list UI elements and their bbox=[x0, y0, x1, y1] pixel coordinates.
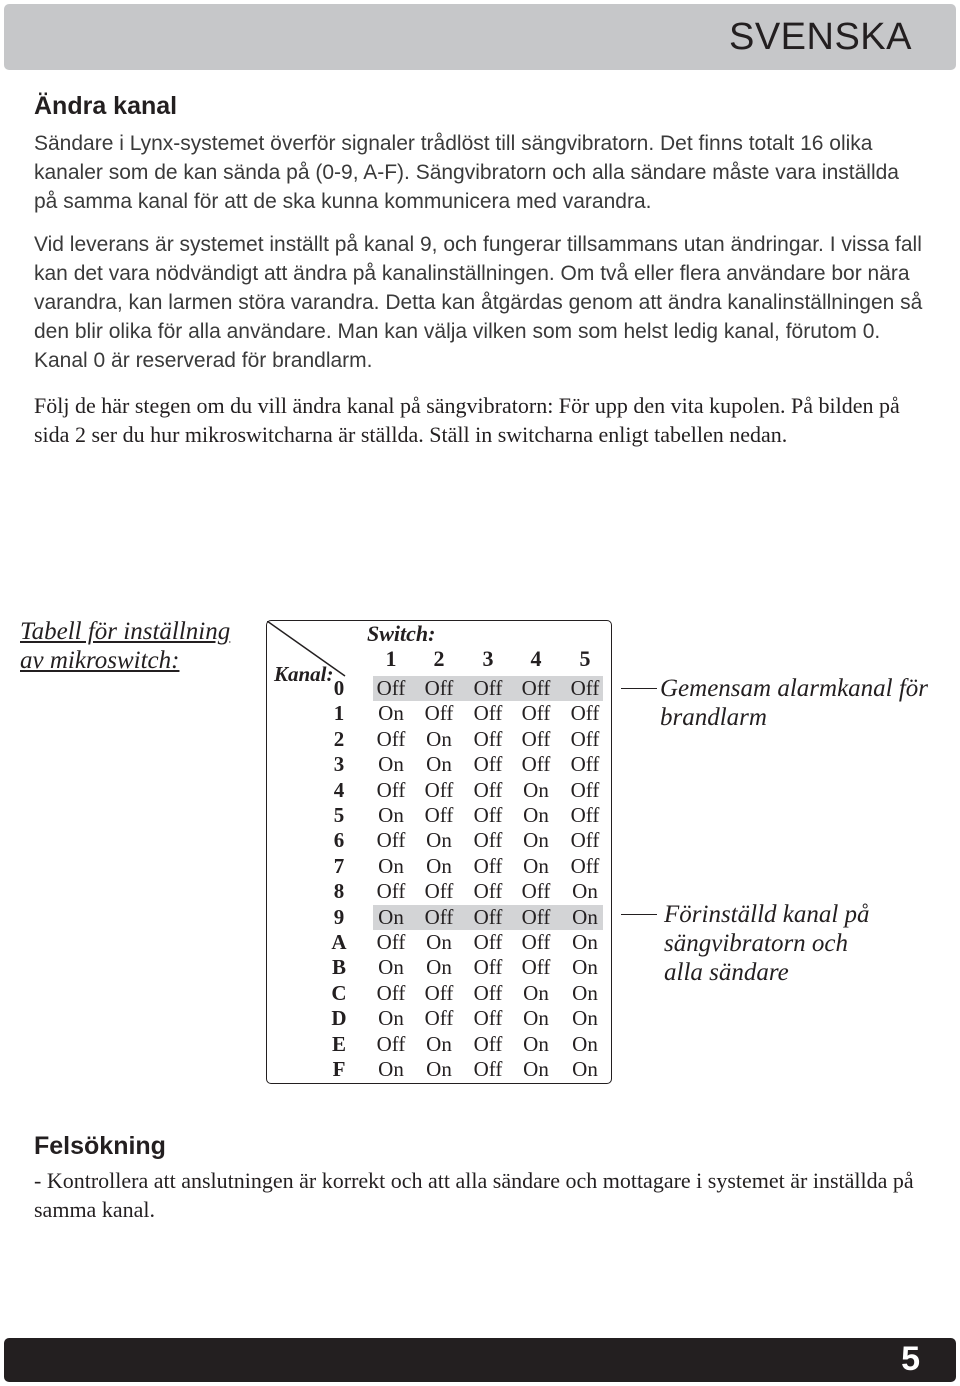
table-row bbox=[267, 981, 613, 1006]
switch-state-cell: Off bbox=[473, 676, 503, 700]
switch-state-cell: Off bbox=[570, 676, 600, 700]
table-row bbox=[267, 879, 613, 904]
switch-state-cell: Off bbox=[424, 803, 454, 827]
section-heading-troubleshooting: Felsökning bbox=[34, 1132, 166, 1160]
switch-state-cell: On bbox=[378, 904, 404, 929]
table-row bbox=[267, 803, 613, 828]
switch-state-cell: Off bbox=[521, 726, 551, 751]
switch-state-cell: Off bbox=[376, 676, 406, 700]
switch-state-cell: On bbox=[378, 853, 404, 878]
table-row bbox=[267, 676, 613, 701]
switch-state-cell: Off bbox=[376, 726, 406, 751]
channel-label: 5 bbox=[333, 803, 345, 827]
switch-state-cell: On bbox=[572, 1006, 598, 1031]
switch-number-header: 4 bbox=[530, 646, 542, 671]
channel-label: 4 bbox=[333, 777, 345, 802]
channel-label: 2 bbox=[333, 726, 345, 751]
switch-state-cell: Off bbox=[473, 752, 503, 777]
switch-state-cell: Off bbox=[376, 980, 406, 1005]
switch-state-cell: Off bbox=[473, 955, 503, 980]
table-row bbox=[267, 752, 613, 777]
switch-state-cell: On bbox=[378, 752, 404, 777]
switch-state-cell: On bbox=[523, 803, 549, 827]
paragraph-intro: Sändare i Lynx-systemet överför signaler trådlöst till sängvibratorn. Det finns totalt 16 olika kanaler som de kan sända på (0-9, A-F). Sängvibratorn och alla sändare måste vara inställda på samma kanal för att de ska kunna kommunicera med varandra. bbox=[34, 132, 899, 213]
header-bar bbox=[4, 4, 956, 70]
switch-state-cell: Off bbox=[424, 676, 454, 700]
switch-state-cell: Off bbox=[473, 930, 503, 954]
switch-state-cell: Off bbox=[570, 803, 600, 827]
channel-label: 6 bbox=[333, 828, 345, 853]
switch-state-cell: On bbox=[426, 955, 452, 980]
switch-state-cell: Off bbox=[570, 777, 600, 802]
switch-state-cell: Off bbox=[376, 930, 406, 954]
switch-state-cell: On bbox=[378, 955, 404, 980]
channel-label: F bbox=[332, 1057, 346, 1081]
table-row bbox=[267, 905, 613, 930]
callout-fire-alarm: Gemensam alarmkanal för brandlarm bbox=[660, 675, 929, 731]
switch-number-header: 5 bbox=[579, 646, 591, 671]
switch-state-cell: On bbox=[572, 980, 598, 1005]
switch-state-cell: Off bbox=[521, 955, 551, 980]
table-row bbox=[267, 1057, 613, 1082]
switch-state-cell: On bbox=[572, 1031, 598, 1056]
switch-state-cell: On bbox=[572, 1057, 598, 1081]
table-row bbox=[267, 955, 613, 980]
switch-state-cell: Off bbox=[424, 904, 454, 929]
channel-label: C bbox=[331, 980, 347, 1005]
switch-state-cell: On bbox=[378, 1006, 404, 1031]
channel-label: 9 bbox=[333, 904, 345, 929]
switch-state-cell: Off bbox=[473, 980, 503, 1005]
table-row bbox=[267, 1032, 613, 1057]
callout-line-fire bbox=[621, 688, 657, 689]
switch-state-cell: Off bbox=[473, 853, 503, 878]
switch-state-cell: On bbox=[523, 777, 549, 802]
table-caption: Tabell för inställning av mikroswitch: bbox=[20, 618, 231, 674]
switch-state-cell: Off bbox=[424, 777, 454, 802]
switch-state-cell: Off bbox=[473, 777, 503, 802]
switch-state-cell: Off bbox=[473, 1057, 503, 1081]
switch-state-cell: Off bbox=[376, 828, 406, 853]
switch-number-header: 1 bbox=[385, 646, 397, 671]
switch-state-cell: Off bbox=[376, 879, 406, 904]
switch-state-cell: On bbox=[378, 701, 404, 726]
switch-state-cell: On bbox=[523, 828, 549, 853]
switch-state-cell: On bbox=[572, 904, 598, 929]
table-row bbox=[267, 1006, 613, 1031]
switch-state-cell: On bbox=[426, 930, 452, 954]
switch-state-cell: On bbox=[523, 1057, 549, 1081]
table-row bbox=[267, 701, 613, 726]
switch-state-cell: On bbox=[378, 803, 404, 827]
kanal-header-label: Kanal: bbox=[274, 662, 334, 686]
switch-header-label: Switch: bbox=[367, 621, 436, 646]
switch-state-cell: On bbox=[523, 980, 549, 1005]
switch-state-cell: Off bbox=[424, 980, 454, 1005]
table-row bbox=[267, 727, 613, 752]
channel-label: D bbox=[331, 1006, 347, 1031]
switch-number-header: 3 bbox=[482, 646, 494, 671]
table-row bbox=[267, 828, 613, 853]
section-heading-change-channel: Ändra kanal bbox=[34, 92, 178, 120]
table-row bbox=[267, 778, 613, 803]
switch-table bbox=[266, 620, 612, 1084]
switch-state-cell: Off bbox=[570, 701, 600, 726]
paragraph-default-channel: Vid leverans är systemet inställt på kanal 9, och fungerar tillsammans utan ändringar. I vissa fall kan det vara nödvändigt att ändra på kanalinställningen. Om två eller flera användare bor nära varandra, kan larmen störa varandra. Detta kan åtgärdas genom att ändra kanalinställningen så den blir olika för alla användare. Man kan välja vilken som som helst ledig kanal, förutom 0. Kanal 0 är reserverad för brandlarm. bbox=[34, 233, 923, 372]
switch-state-cell: Off bbox=[473, 1006, 503, 1031]
switch-state-cell: Off bbox=[424, 879, 454, 904]
switch-state-cell: On bbox=[426, 853, 452, 878]
channel-label: B bbox=[331, 955, 346, 980]
switch-state-cell: Off bbox=[473, 879, 503, 904]
switch-state-cell: Off bbox=[521, 879, 551, 904]
language-title: SVENSKA bbox=[728, 16, 912, 58]
table-row bbox=[267, 854, 613, 879]
channel-label: E bbox=[331, 1031, 346, 1056]
channel-label: 0 bbox=[333, 676, 345, 700]
callout-line-default bbox=[621, 914, 657, 915]
paragraph-troubleshooting: - Kontrollera att anslutningen är korrekt och att alla sändare och mottagare i systemet är inställda på samma kanal. bbox=[34, 1168, 914, 1222]
switch-state-cell: Off bbox=[376, 777, 406, 802]
switch-state-cell: Off bbox=[570, 828, 600, 853]
switch-state-cell: On bbox=[572, 879, 598, 904]
switch-state-cell: Off bbox=[570, 726, 600, 751]
switch-state-cell: On bbox=[426, 1057, 452, 1081]
switch-state-cell: On bbox=[572, 955, 598, 980]
switch-number-header: 2 bbox=[433, 646, 445, 671]
switch-state-cell: Off bbox=[570, 752, 600, 777]
switch-state-cell: Off bbox=[424, 701, 454, 726]
switch-state-cell: Off bbox=[376, 1031, 406, 1056]
switch-state-cell: On bbox=[523, 1006, 549, 1031]
switch-state-cell: Off bbox=[521, 676, 551, 700]
switch-state-cell: Off bbox=[570, 853, 600, 878]
switch-state-cell: On bbox=[426, 1031, 452, 1056]
switch-state-cell: On bbox=[523, 853, 549, 878]
switch-state-cell: Off bbox=[521, 701, 551, 726]
switch-state-cell: Off bbox=[473, 726, 503, 751]
footer-bar bbox=[4, 1338, 956, 1382]
channel-label: 8 bbox=[333, 879, 345, 904]
switch-state-cell: On bbox=[426, 726, 452, 751]
paragraph-instructions: Följ de här stegen om du vill ändra kanal på sängvibratorn: För upp den vita kupolen. På bilden på sida 2 ser du hur mikroswitcharna är ställda. Ställ in switcharna enligt tabellen nedan. bbox=[34, 393, 900, 447]
switch-state-cell: On bbox=[426, 828, 452, 853]
switch-state-cell: Off bbox=[521, 752, 551, 777]
switch-state-cell: On bbox=[523, 1031, 549, 1056]
switch-state-cell: On bbox=[378, 1057, 404, 1081]
page-number: 5 bbox=[901, 1340, 920, 1378]
switch-state-cell: Off bbox=[473, 701, 503, 726]
switch-state-cell: Off bbox=[473, 828, 503, 853]
switch-state-cell: On bbox=[426, 752, 452, 777]
channel-label: 1 bbox=[333, 701, 345, 726]
switch-state-cell: Off bbox=[424, 1006, 454, 1031]
switch-state-cell: Off bbox=[521, 930, 551, 954]
channel-label: 7 bbox=[333, 853, 345, 878]
channel-label: A bbox=[331, 930, 347, 954]
callout-default-channel: Förinställd kanal på sängvibratorn och alla sändare bbox=[664, 901, 870, 986]
switch-state-cell: Off bbox=[473, 1031, 503, 1056]
switch-state-cell: Off bbox=[473, 904, 503, 929]
channel-label: 3 bbox=[333, 752, 345, 777]
switch-state-cell: Off bbox=[473, 803, 503, 827]
switch-state-cell: Off bbox=[521, 904, 551, 929]
table-row bbox=[267, 930, 613, 955]
switch-state-cell: On bbox=[572, 930, 598, 954]
